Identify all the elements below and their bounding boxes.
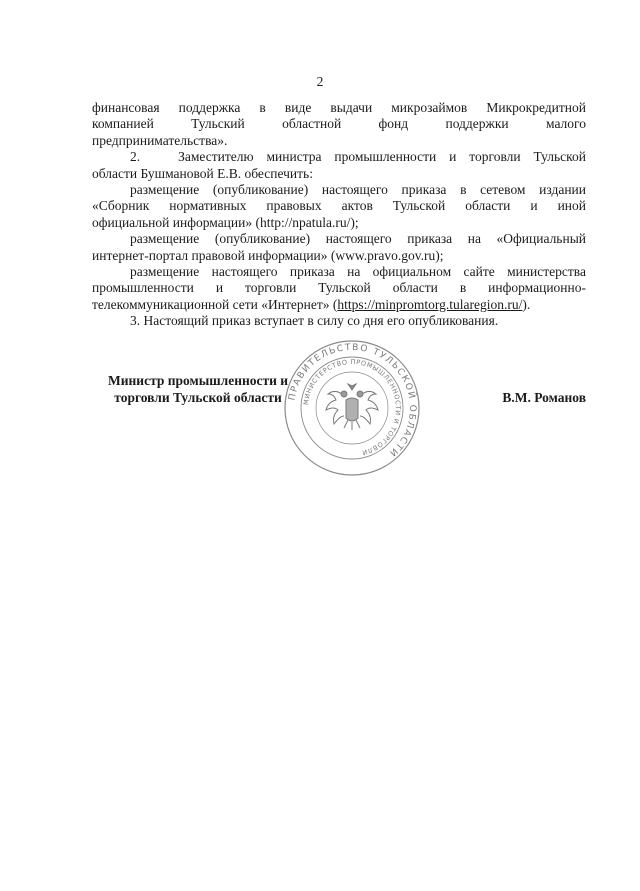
paragraph-line: финансовая поддержка в виде выдачи микрозаймов Микрокредитной — [92, 100, 586, 115]
signatory-name: В.М. Романов — [502, 390, 586, 405]
paragraph-line: области Бушмановой Е.В. обеспечить: — [92, 165, 313, 181]
paragraph-line — [92, 297, 586, 313]
paragraph-line: размещение (опубликование) настоящего приказа в сетевом издании — [130, 182, 586, 198]
paragraph-line: 3. Настоящий приказ вступает в силу со дня его опубликования. — [130, 313, 499, 329]
paragraph-line: «Сборник нормативных правовых актов Тульской области и иной — [92, 198, 586, 214]
paragraph-line: предпринимательства». — [92, 132, 228, 148]
signatory-title-line: торговли Тульской области — [114, 390, 282, 405]
signatory-title — [108, 372, 288, 406]
seal-outer-text: ПРАВИТЕЛЬСТВО ТУЛЬСКОЙ ОБЛАСТИ — [287, 342, 418, 459]
document-body — [92, 100, 586, 330]
signature-block — [92, 372, 586, 432]
website-link[interactable]: https://minpromtorg.tularegion.ru/ — [337, 296, 523, 312]
paragraph-line: промышленности и торговли Тульской области в информационно- — [92, 280, 586, 296]
paragraph-text: Заместителю министра промышленности и торговли Тульской — [178, 149, 586, 165]
seal-inner-text: МИНИСТЕРСТВО ПРОМЫШЛЕННОСТИ И ТОРГОВЛИ — [302, 357, 403, 457]
paragraph-text: ). — [522, 296, 531, 312]
paragraph-line: компанией Тульский областной фонд поддержки малого — [92, 116, 586, 132]
paragraph-line: официальной информации» (http://npatula.ru/); — [92, 214, 359, 230]
page-number: 2 — [316, 74, 324, 89]
paragraph-text: телекоммуникационной сети «Интернет» ( — [92, 296, 338, 312]
item-number: 2. — [130, 149, 141, 165]
signatory-title-line: Министр промышленности и — [108, 373, 289, 388]
paragraph-line: размещение (опубликование) настоящего приказа на «Официальный — [130, 231, 586, 247]
paragraph-line: интернет-портал правовой информации» (www.pravo.gov.ru); — [92, 247, 444, 263]
paragraph-line: размещение настоящего приказа на официальном сайте министерства — [130, 264, 586, 280]
paragraph-line-numbered — [92, 149, 586, 165]
